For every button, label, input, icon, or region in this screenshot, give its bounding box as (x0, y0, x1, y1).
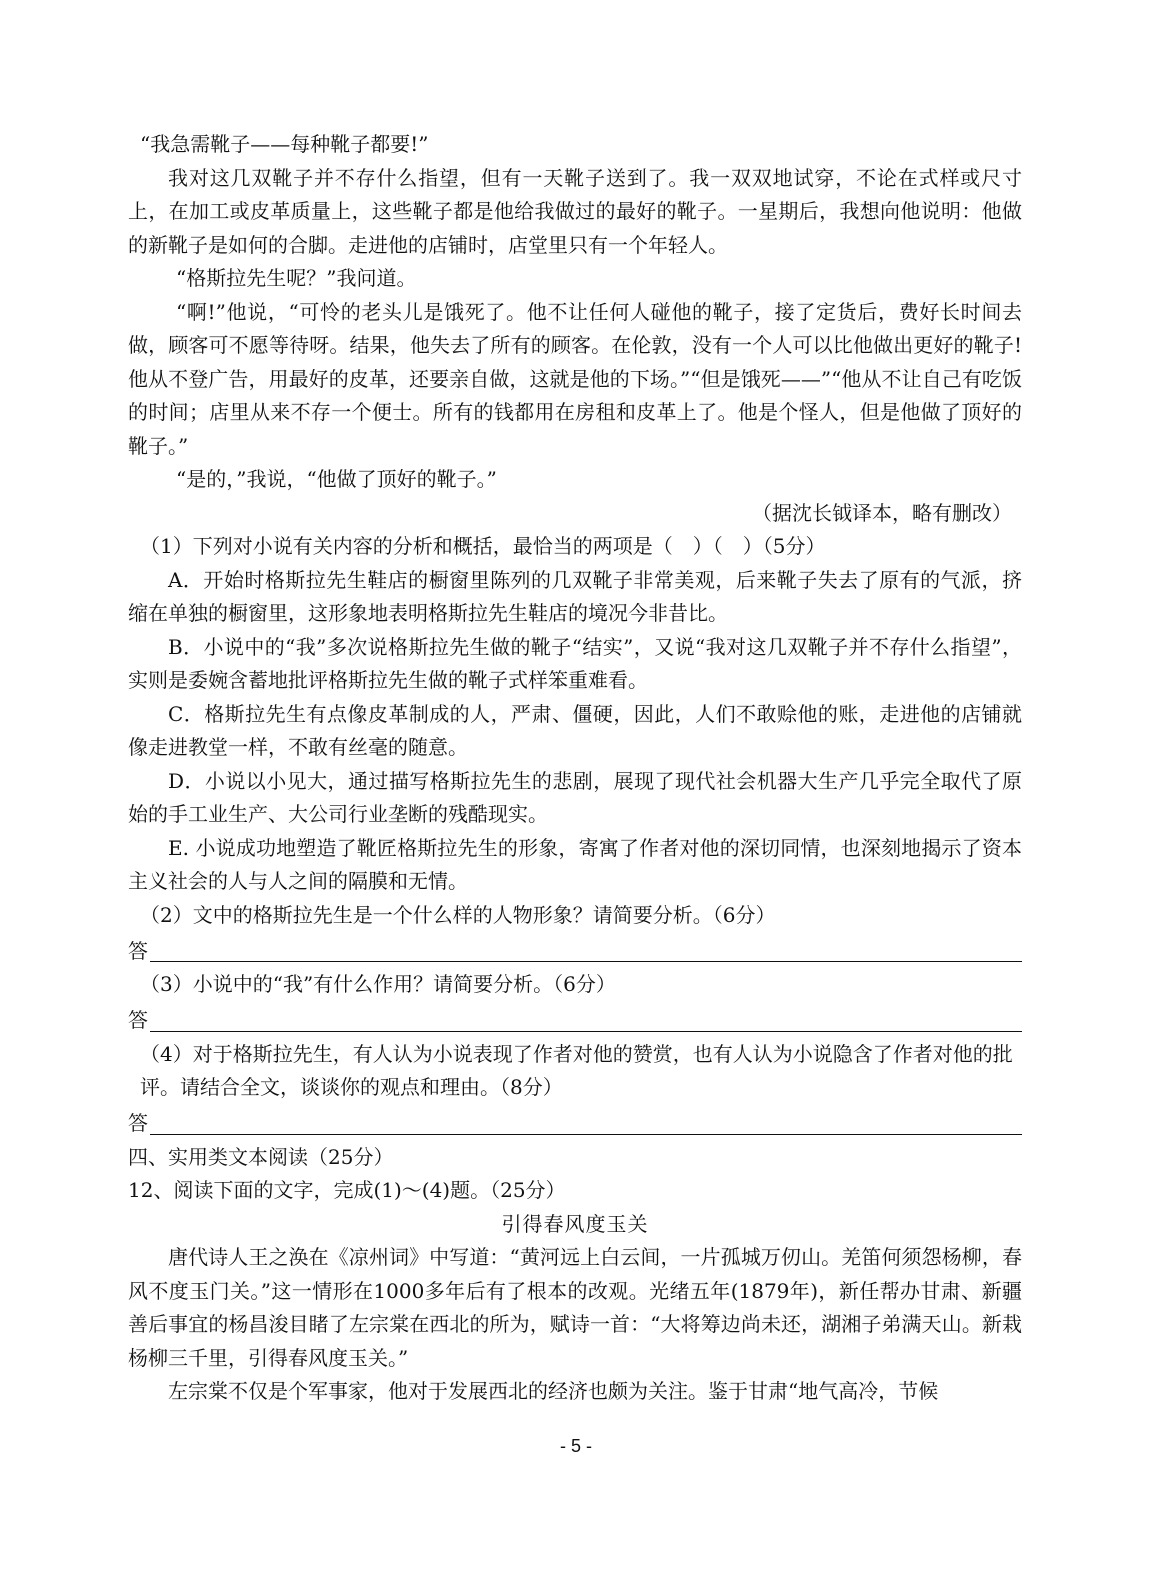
answer-line[interactable] (150, 1030, 1022, 1032)
passage-quote-line: “我急需靴子——每种靴子都要!” (140, 132, 429, 156)
question-2-answer-area[interactable] (128, 932, 1022, 968)
question-2-stem: （2）文中的格斯拉先生是一个什么样的人物形象？请简要分析。（6分） (140, 902, 776, 927)
passage-source: （据沈长钺译本，略有删改） (752, 500, 1012, 525)
page-number: - 5 - (559, 1436, 592, 1456)
passage-paragraph-3: “啊!”他说，“可怜的老头儿是饿死了。他不让任何人碰他的靴子，接了定货后，费好长时间去做，顾客可不愿等待呀。结果，他失去了所有的顾客。在伦敦，没有一个人可以比他做出更好的靴子!他从不登广告，用最好的皮革，还要亲自做，这就是他的下场。”“但是饿死——”“他从不让自己有吃饭的时间；店里从来不存一个便士。所有的钱都用在房租和皮革上了。他是个怪人，但是他做了顶好的靴子。” (128, 299, 1022, 458)
section-4-heading: 四、实用类文本阅读（25分） (128, 1144, 394, 1169)
passage-paragraph-1: 我对这几双靴子并不存什么指望，但有一天靴子送到了。我一双双地试穿，不论在式样或尺寸上，在加工或皮革质量上，这些靴子都是他给我做过的最好的靴子。一星期后，我想向他说明：他做的新靴子是如何的合脚。走进他的店铺时，店堂里只有一个年轻人。 (128, 165, 1022, 257)
question-1-option-e: E. 小说成功地塑造了靴匠格斯拉先生的形象，寄寓了作者对他的深切同情，也深刻地揭示了资本主义社会的人与人之间的隔膜和无情。 (128, 835, 1022, 893)
answer-line[interactable] (150, 960, 1022, 962)
question-1-option-c: C．格斯拉先生有点像皮革制成的人，严肃、僵硬，因此，人们不敢赊他的账，走进他的店铺就像走进教堂一样，不敢有丝毫的随意。 (128, 701, 1022, 759)
question-1-option-b: B．小说中的“我”多次说格斯拉先生做的靴子“结实”，又说“我对这几双靴子并不存什么指望”，实则是委婉含蓄地批评格斯拉先生做的靴子式样笨重难看。 (128, 634, 1022, 692)
question-4-stem: （4）对于格斯拉先生，有人认为小说表现了作者对他的赞赏，也有人认为小说隐含了作者对他的批评。请结合全文，谈谈你的观点和理由。（8分） (140, 1041, 1013, 1099)
article-paragraph-2: 左宗棠不仅是个军事家，他对于发展西北的经济也颇为关注。鉴于甘肃“地气高冷，节候 (168, 1379, 939, 1403)
answer-label: 答 (128, 1008, 148, 1032)
question-1-stem: （1）下列对小说有关内容的分析和概括，最恰当的两项是（ ）（ ）（5分） (140, 534, 826, 558)
article-paragraph-1: 唐代诗人王之涣在《凉州词》中写道：“黄河远上白云间，一片孤城万仞山。羌笛何须怨杨柳，春风不度玉门关。”这一情形在1000多年后有了根本的改观。光绪五年(1879年)，新任帮办甘肃、新疆善后事宜的杨昌浚目睹了左宗棠在西北的所为，赋诗一首：“大将筹边尚未还，湖湘子弟满天山。新栽杨柳三千里，引得春风度玉关。” (128, 1245, 1022, 1370)
question-12-stem: 12、阅读下面的文字，完成(1)～(4)题。（25分） (128, 1178, 566, 1202)
answer-label: 答 (128, 938, 148, 963)
question-3-answer-area[interactable] (128, 1002, 1022, 1038)
exam-page (128, 128, 1022, 1409)
question-4-answer-area[interactable] (128, 1105, 1022, 1141)
passage-paragraph-4: “是的，”我说，“他做了顶好的靴子。” (176, 467, 497, 491)
question-1-option-d: D．小说以小见大，通过描写格斯拉先生的悲剧，展现了现代社会机器大生产几乎完全取代了原始的手工业生产、大公司行业垄断的残酷现实。 (128, 768, 1022, 826)
answer-line[interactable] (150, 1133, 1022, 1135)
question-3-stem: （3）小说中的“我”有什么作用？请简要分析。（6分） (140, 972, 616, 996)
answer-label: 答 (128, 1111, 148, 1135)
article-title: 引得春风度玉关 (501, 1211, 649, 1236)
question-1-option-a: A．开始时格斯拉先生鞋店的橱窗里陈列的几双靴子非常美观，后来靴子失去了原有的气派，挤缩在单独的橱窗里，这形象地表明格斯拉先生鞋店的境况今非昔比。 (128, 567, 1022, 625)
passage-paragraph-2: “格斯拉先生呢？”我问道。 (176, 266, 417, 290)
